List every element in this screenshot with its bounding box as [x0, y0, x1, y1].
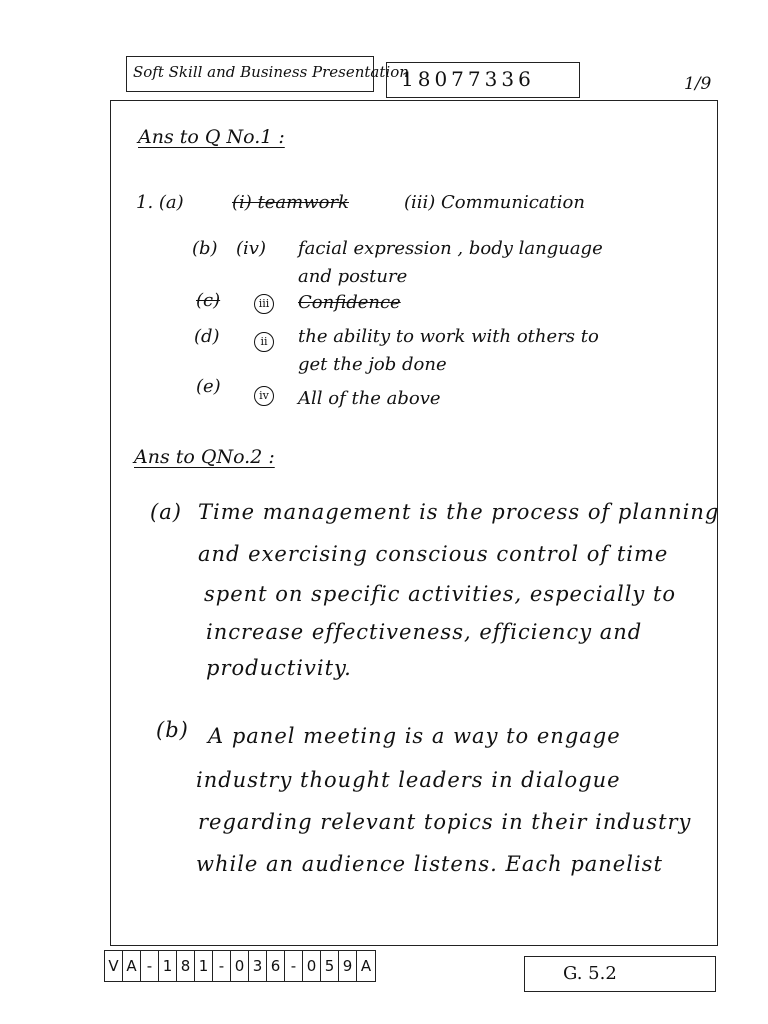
q2-a-line-2: and exercising conscious control of time: [198, 542, 669, 566]
reg-cell: -: [213, 951, 231, 981]
q2-b-line-3: regarding relevant topics in their industry: [198, 810, 692, 834]
q1-e-roman: iv: [254, 386, 274, 406]
reg-cell: 1: [159, 951, 177, 981]
roll-number-box: [386, 62, 580, 98]
reg-cell: 5: [321, 951, 339, 981]
q1-c-struck: Confidence: [298, 292, 401, 313]
seat-number-box: [524, 956, 716, 992]
q1-c-label: (c): [196, 290, 221, 311]
q1-heading: Ans to Q No.1 :: [138, 126, 285, 148]
reg-cell: V: [105, 951, 123, 981]
q1-e-label: (e): [196, 376, 221, 397]
q1-d-line2: get the job done: [298, 354, 447, 375]
reg-cell: A: [123, 951, 141, 981]
reg-cell: 0: [231, 951, 249, 981]
q2-b-label: (b): [156, 718, 189, 742]
roll-number: 18077336: [401, 67, 535, 91]
q2-a-line-5: productivity.: [206, 656, 352, 680]
q1-b-roman: (iv): [236, 238, 266, 259]
reg-cell: 1: [195, 951, 213, 981]
q2-b-line-1: A panel meeting is a way to engage: [208, 724, 621, 748]
seat-number: G. 5.2: [563, 963, 617, 984]
q2-a-line-1: Time management is the process of planning: [198, 500, 720, 524]
q2-a-line-4: increase effectiveness, efficiency and: [206, 620, 643, 644]
q2-heading: Ans to QNo.2 :: [134, 446, 275, 468]
q1-a-label: 1. (a): [136, 192, 184, 213]
q2-b-line-2: industry thought leaders in dialogue: [196, 768, 621, 792]
q1-c-roman: iii: [254, 294, 274, 314]
page-number: 1/9: [684, 74, 712, 94]
reg-cell: 3: [249, 951, 267, 981]
q1-b-label: (b): [192, 238, 218, 259]
reg-cell: -: [285, 951, 303, 981]
reg-cell: A: [360, 957, 372, 975]
q2-a-line-3: spent on specific activities, especially to: [204, 582, 677, 606]
q1-a-answer: (iii) Communication: [404, 192, 585, 213]
course-title-box: [126, 56, 409, 92]
reg-cell: 6: [267, 951, 285, 981]
q1-b-line1: facial expression , body language: [298, 238, 603, 259]
q1-a-struck: (i) teamwork: [232, 192, 349, 213]
q1-d-label: (d): [194, 326, 220, 347]
reg-cell: 0: [303, 951, 321, 981]
q1-d-roman: ii: [254, 332, 274, 352]
q1-d-line1: the ability to work with others to: [298, 326, 599, 347]
reg-cell: -: [141, 951, 159, 981]
q2-a-label: (a): [150, 500, 182, 524]
reg-cell: 9: [339, 951, 357, 981]
reg-cell: 8: [177, 951, 195, 981]
q2-b-line-4: while an audience listens. Each panelist: [196, 852, 663, 876]
registration-number: [104, 950, 376, 982]
q1-e-text: All of the above: [298, 388, 441, 409]
q1-b-line2: and posture: [298, 266, 408, 287]
course-title: Soft Skill and Business Presentation: [133, 63, 409, 81]
